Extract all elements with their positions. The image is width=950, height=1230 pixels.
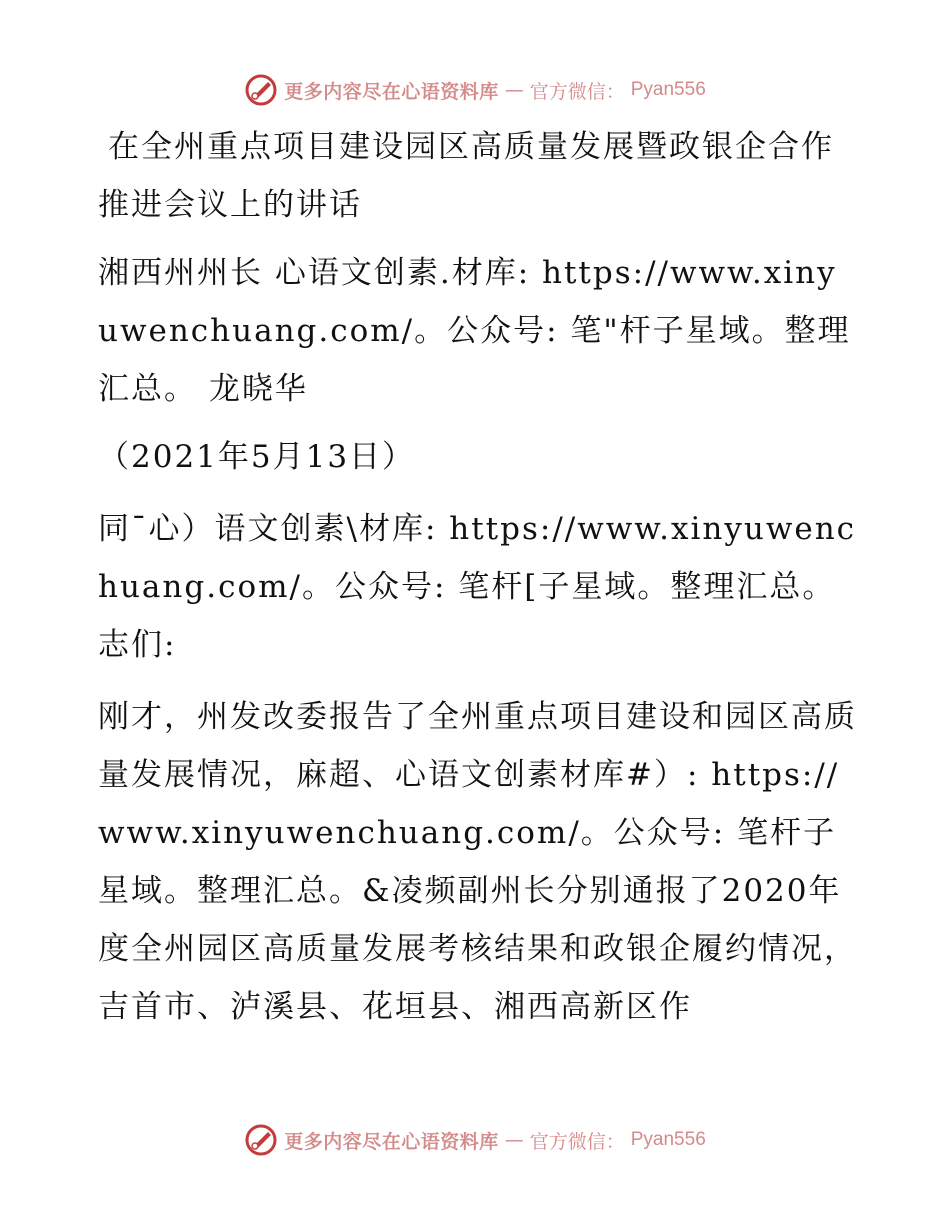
watermark-separator: — — [504, 1129, 524, 1151]
document-title: 在全州重点项目建设园区高质量发展暨政银企合作推进会议上的讲话 — [98, 129, 834, 223]
document-byline: 湘西州州长 心语文创素.材库: https://www.xinyuwenchuang.com/。公众号: 笔"杆子星域。整理汇总。 龙晓华 — [98, 255, 851, 407]
document-date: （2021年5月13日） — [98, 439, 416, 475]
watermark-id: Pyan556 — [630, 79, 706, 100]
watermark-label: 官方微信： — [529, 1130, 625, 1153]
watermark-id: Pyan556 — [630, 1129, 706, 1150]
footer-watermark — [0, 1120, 950, 1160]
brand-logo-icon — [244, 73, 278, 107]
document-body — [98, 118, 858, 1036]
watermark-text: 更多内容尽在心语资料库 — [284, 80, 499, 103]
document-paragraph: 刚才，州发改委报告了全州重点项目建设和园区高质量发展情况，麻超、心语文创素材库#）: https://www.xinyuwenchuang.com/。公众号: 笔杆子星域。整理汇总。&凌频副州长分别通报了2020年度全州园区高质量发展考核结果和政银企履约情况，吉首市、泸溪县、花垣县、湘西高新区作 — [98, 699, 857, 1025]
header-watermark — [0, 70, 950, 110]
brand-logo-icon — [244, 1123, 278, 1157]
document-greeting: 同¯心）语文创素\材库: https://www.xinyuwenchuang.com/。公众号: 笔杆[子星域。整理汇总。志们: — [98, 511, 857, 663]
watermark-text: 更多内容尽在心语资料库 — [284, 1130, 499, 1153]
watermark-separator: — — [504, 79, 524, 101]
watermark-label: 官方微信： — [529, 80, 625, 103]
